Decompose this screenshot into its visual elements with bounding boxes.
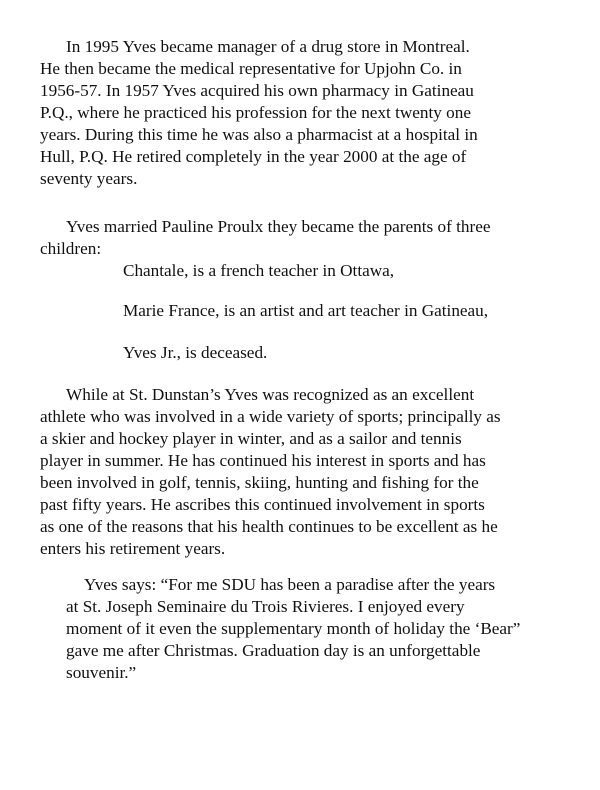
text-line: P.Q., where he practiced his profession for the next twenty one [40, 103, 471, 122]
text-line: years. During this time he was also a pharmacist at a hospital in [40, 125, 478, 144]
list-item: Chantale, is a french teacher in Ottawa, [123, 261, 395, 280]
text-line: a skier and hockey player in winter, and as a sailor and tennis [40, 429, 462, 448]
text-line: He then became the medical representative for Upjohn Co. in [40, 59, 462, 78]
text-line: souvenir.” [66, 663, 137, 682]
text-line: 1956-57. In 1957 Yves acquired his own pharmacy in Gatineau [40, 81, 474, 100]
text-line: Yves says: “For me SDU has been a paradise after the years [84, 575, 496, 594]
text-line: seventy years. [40, 169, 138, 188]
text-line: Hull, P.Q. He retired completely in the year 2000 at the age of [40, 147, 467, 166]
text-line: past fifty years. He ascribes this continued involvement in sports [40, 495, 485, 514]
text-line: as one of the reasons that his health continues to be excellent as he [40, 517, 498, 536]
text-line: been involved in golf, tennis, skiing, hunting and fishing for the [40, 473, 479, 492]
list-item: Yves Jr., is deceased. [123, 343, 268, 362]
text-line: athlete who was involved in a wide variety of sports; principally as [40, 407, 501, 426]
text-line: enters his retirement years. [40, 539, 226, 558]
text-line: In 1995 Yves became manager of a drug store in Montreal. [66, 37, 470, 56]
text-line: moment of it even the supplementary month of holiday the ‘Bear” [66, 619, 521, 638]
text-line: gave me after Christmas. Graduation day is an unforgettable [66, 641, 481, 660]
list-item: Marie France, is an artist and art teacher in Gatineau, [123, 301, 489, 320]
text-line: at St. Joseph Seminaire du Trois Rivieres. I enjoyed every [66, 597, 465, 616]
text-line: Yves married Pauline Proulx they became the parents of three [66, 217, 491, 236]
text-line: While at St. Dunstan’s Yves was recognized as an excellent [66, 385, 475, 404]
text-line: children: [40, 239, 102, 258]
text-line: player in summer. He has continued his interest in sports and has [40, 451, 486, 470]
